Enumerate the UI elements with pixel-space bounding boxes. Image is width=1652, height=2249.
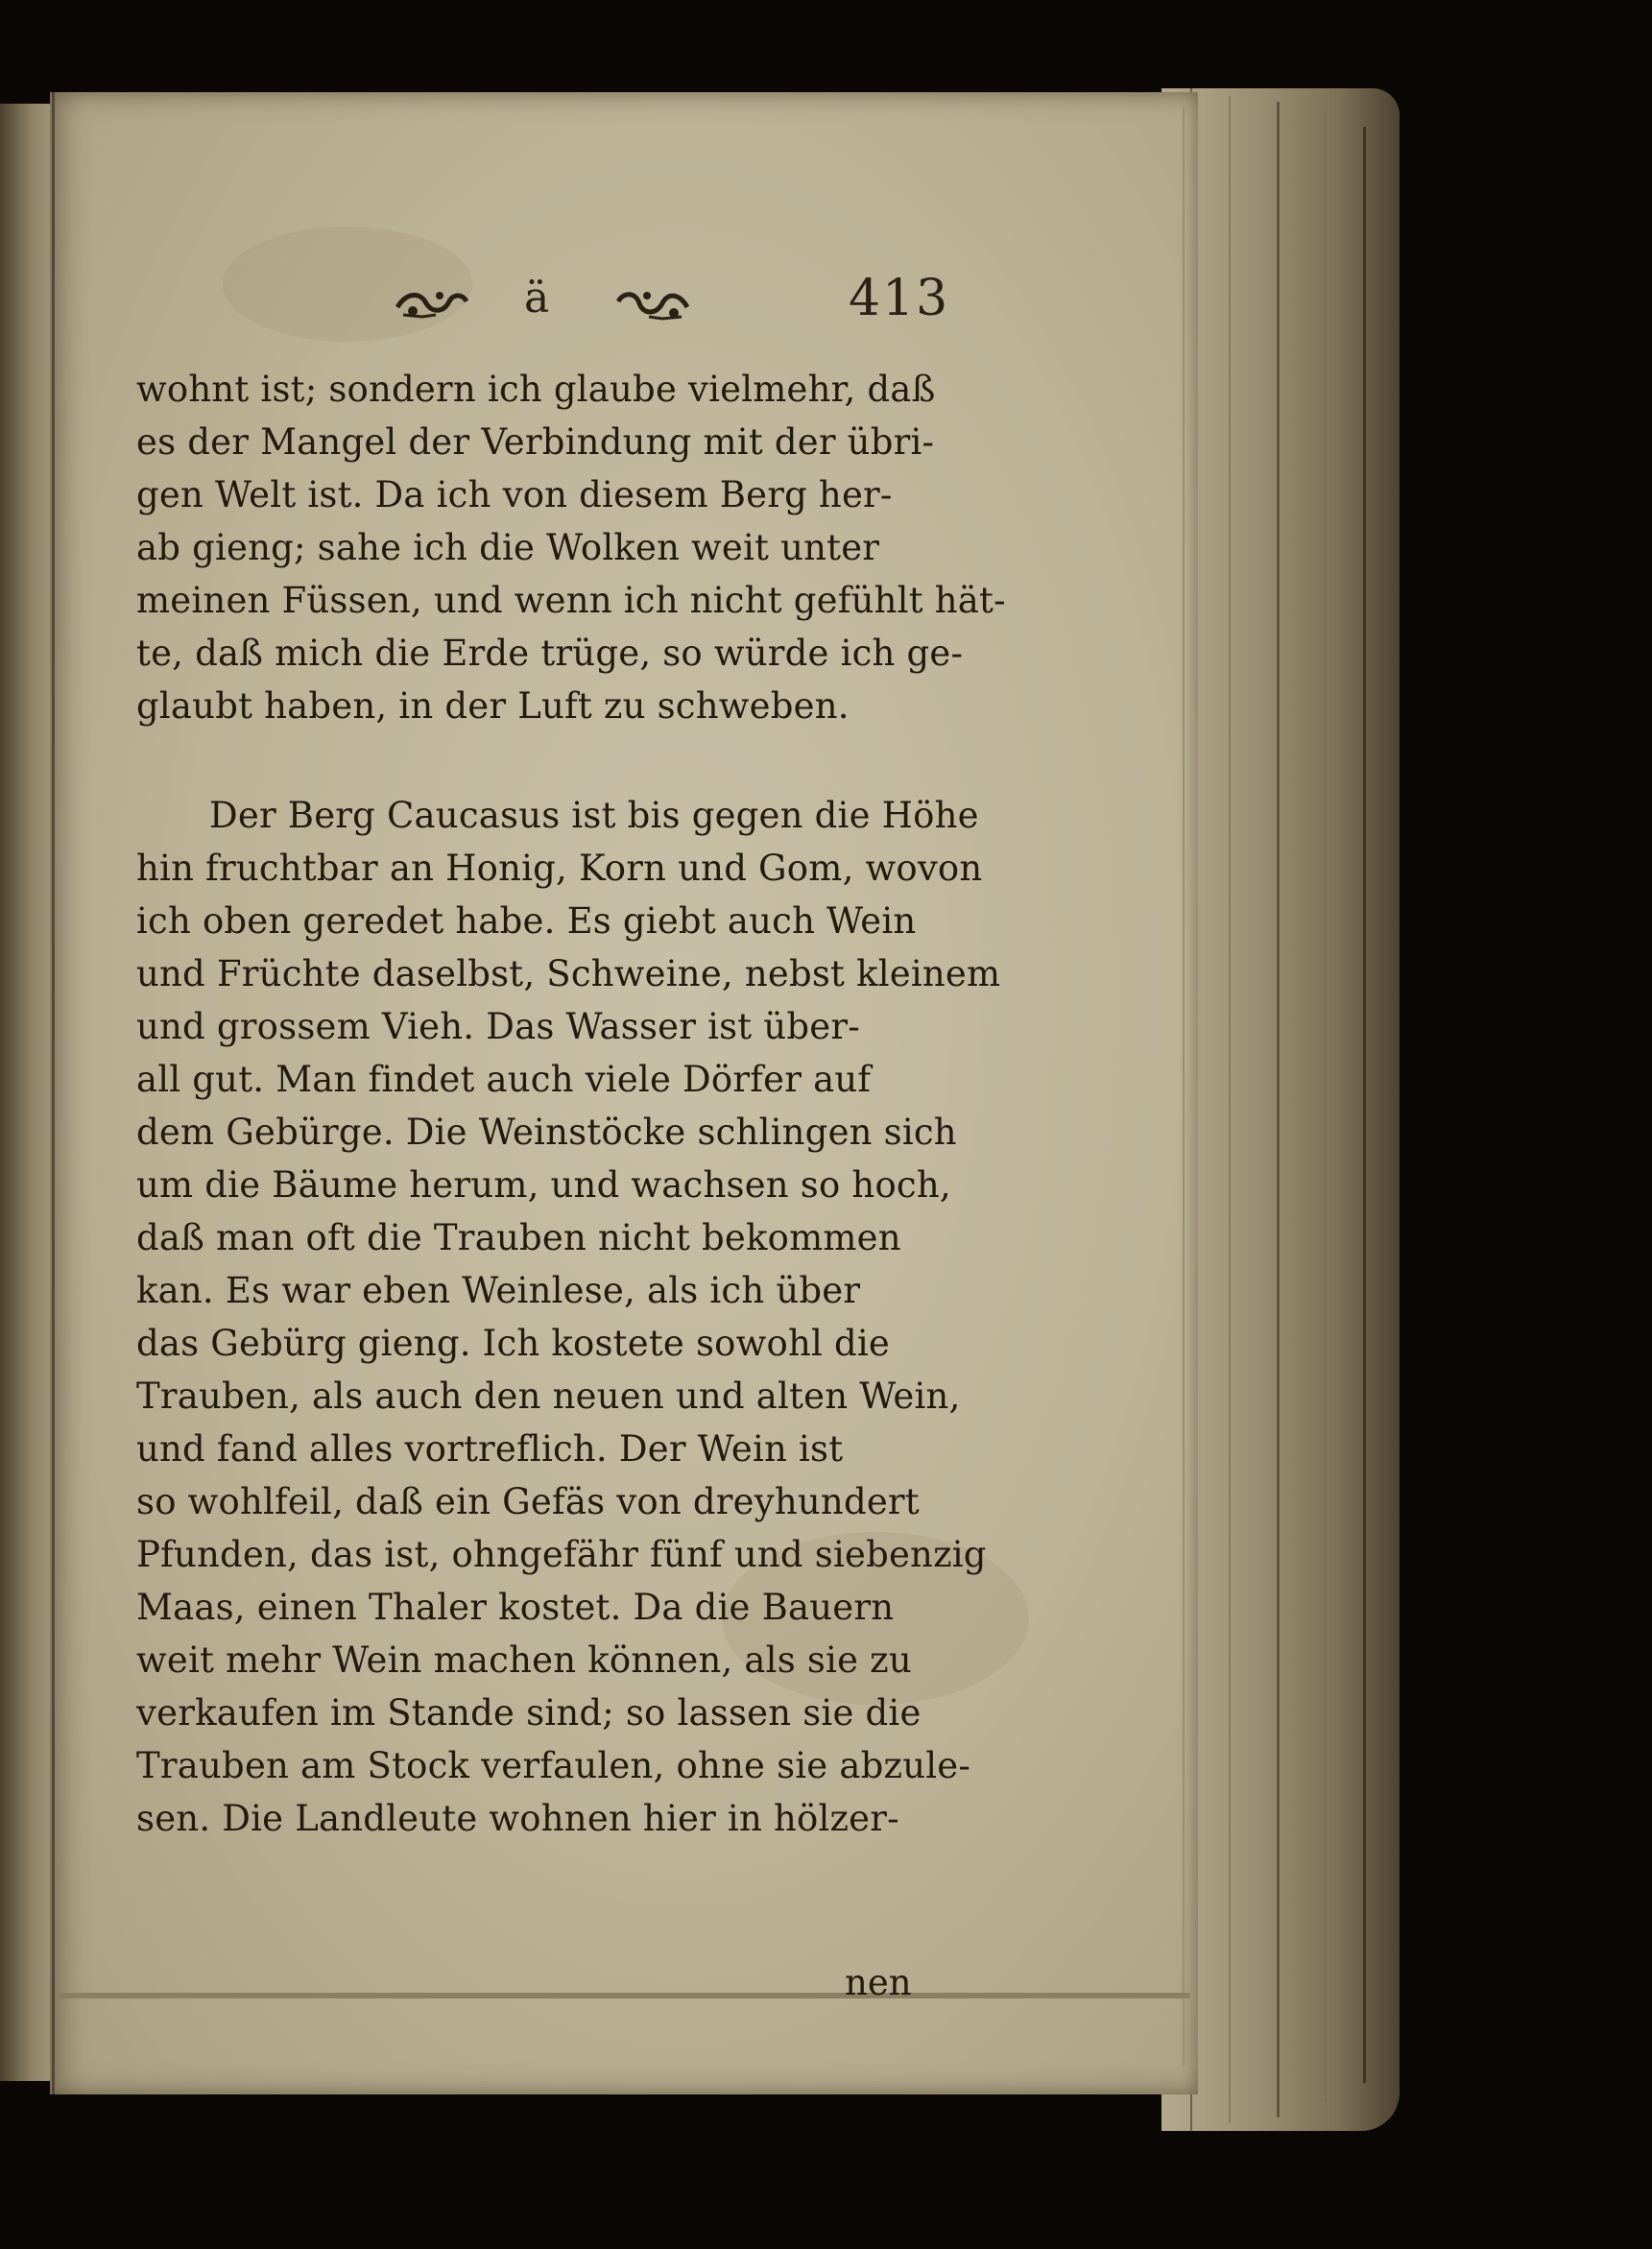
text-line: sen. Die Landleute wohnen hier in hölzer-	[136, 1798, 899, 1839]
text-line: so wohlfeil, daß ein Gefäs von dreyhundert	[136, 1481, 920, 1522]
catchword: nen	[845, 1962, 912, 2003]
page-edge-line	[1277, 102, 1280, 2117]
text-line: und Früchte daselbst, Schweine, nebst kleinem	[136, 953, 1001, 994]
text-line: meinen Füssen, und wenn ich nicht gefühlt hät-	[136, 580, 1006, 621]
page-edge-line	[1363, 127, 1366, 2083]
text-line: es der Mangel der Verbindung mit der übri-	[136, 421, 935, 463]
page-bottom-edge	[58, 1993, 1190, 1998]
text-line: verkaufen im Stande sind; so lassen sie die	[136, 1692, 922, 1734]
header-mark: ä	[524, 274, 550, 323]
text-line: Der Berg Caucasus ist bis gegen die Höhe	[209, 795, 979, 836]
text-line: um die Bäume herum, und wachsen so hoch,	[136, 1164, 951, 1206]
page-number: 413	[849, 270, 950, 327]
running-header	[374, 270, 950, 336]
page-fold-line	[1183, 108, 1185, 2066]
fleuron-ornament-icon	[614, 278, 691, 326]
page-edge-line	[1325, 111, 1327, 2102]
text-line: Pfunden, das ist, ohngefähr fünf und siebenzig	[136, 1534, 987, 1575]
text-line: hin fruchtbar an Honig, Korn und Gom, wovon	[136, 848, 983, 889]
text-line: wohnt ist; sondern ich glaube vielmehr, daß	[136, 369, 936, 410]
text-line: Trauben am Stock verfaulen, ohne sie abzule-	[136, 1745, 971, 1786]
text-line: all gut. Man findet auch viele Dörfer auf	[136, 1059, 872, 1100]
paragraph-continued	[136, 363, 1006, 732]
text-line: weit mehr Wein machen können, als sie zu	[136, 1639, 912, 1681]
text-line: gen Welt ist. Da ich von diesem Berg her-	[136, 474, 893, 515]
fleuron-ornament-icon	[394, 278, 470, 326]
text-line: das Gebürg gieng. Ich kostete sowohl die	[136, 1323, 890, 1364]
text-line: und fand alles vortreflich. Der Wein ist	[136, 1428, 844, 1470]
page-edge-line	[1229, 96, 1231, 2123]
previous-page-edge	[0, 104, 54, 2081]
text-line: kan. Es war eben Weinlese, als ich über	[136, 1270, 861, 1311]
gutter-shadow	[52, 92, 55, 2094]
text-line: ich oben geredet habe. Es giebt auch Wein	[136, 900, 917, 942]
text-line: daß man oft die Trauben nicht bekommen	[136, 1217, 901, 1258]
text-line: und grossem Vieh. Das Wasser ist über-	[136, 1006, 860, 1047]
text-line: glaubt haben, in der Luft zu schweben.	[136, 685, 850, 727]
text-line: te, daß mich die Erde trüge, so würde ich ge-	[136, 633, 964, 674]
paragraph-caucasus	[136, 789, 1001, 1845]
text-line: Trauben, als auch den neuen und alten Wein,	[136, 1376, 961, 1417]
text-line: Maas, einen Thaler kostet. Da die Bauern	[136, 1587, 895, 1628]
text-line: ab gieng; sahe ich die Wolken weit unter	[136, 527, 880, 568]
text-line: dem Gebürge. Die Weinstöcke schlingen sich	[136, 1112, 957, 1153]
